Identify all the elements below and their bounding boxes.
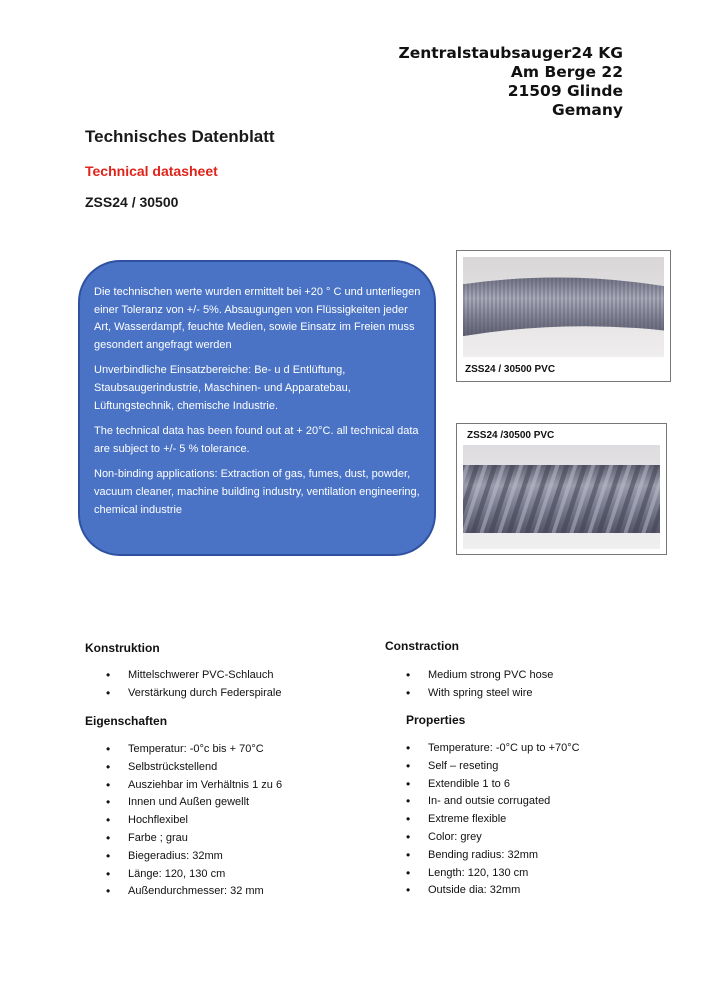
list-item: • Außendurchmesser: 32 mm	[103, 883, 282, 901]
photo-caption-2: ZSS24 /30500 PVC	[467, 430, 555, 441]
hose-photo-2	[456, 423, 667, 555]
list-item: • Extreme flexible	[403, 811, 580, 829]
model-number: ZSS24 / 30500	[85, 194, 179, 210]
list-item: • Extendible 1 to 6	[403, 776, 580, 794]
list-item: • Outside dia: 32mm	[403, 882, 580, 900]
list-item: • Ausziehbar im Verhältnis 1 zu 6	[103, 777, 282, 795]
list-item: • Verstärkung durch Federspirale	[103, 685, 281, 703]
construction-list-de	[103, 667, 281, 703]
construction-heading-de: Konstruktion	[85, 641, 160, 655]
list-item: • Medium strong PVC hose	[403, 667, 553, 685]
hose-image-1	[463, 257, 664, 357]
page-subtitle: Technical datasheet	[85, 163, 218, 179]
list-item: • Länge: 120, 130 cm	[103, 866, 282, 884]
list-item: • Length: 120, 130 cm	[403, 865, 580, 883]
list-item: • Selbstrückstellend	[103, 759, 282, 777]
list-item: • Hochflexibel	[103, 812, 282, 830]
construction-heading-en: Constraction	[385, 639, 460, 653]
company-country: Gemany	[552, 101, 623, 119]
list-item: • Farbe ; grau	[103, 830, 282, 848]
list-item: • Innen und Außen gewellt	[103, 794, 282, 812]
hose-illustration-2	[463, 445, 660, 549]
construction-list-en	[403, 667, 553, 703]
list-item: • Mittelschwerer PVC-Schlauch	[103, 667, 281, 685]
list-item: • Temperatur: -0°c bis + 70°C	[103, 741, 282, 759]
list-item: • With spring steel wire	[403, 685, 553, 703]
properties-list-en	[403, 740, 580, 900]
info-paragraph-tolerance-en: The technical data has been found out at + 20°C. all technical data are subject to +/- 5 % tolerance.	[94, 425, 419, 455]
page-title: Technisches Datenblatt	[85, 127, 275, 146]
company-address	[398, 44, 623, 120]
properties-list-de	[103, 741, 282, 901]
company-name: Zentralstaubsauger24 KG	[398, 44, 623, 62]
list-item: • In- and outsie corrugated	[403, 793, 580, 811]
info-paragraph-applications-de: Unverbindliche Einsatzbereiche: Be- u d Entlüftung, Staubsaugerindustrie, Maschinen- und Apparatebau, Lüftungstechnik, chemische Industrie.	[94, 364, 351, 412]
list-item: • Biegeradius: 32mm	[103, 848, 282, 866]
list-item: • Bending radius: 32mm	[403, 847, 580, 865]
list-item: • Temperature: -0°C up to +70°C	[403, 740, 580, 758]
list-item: • Color: grey	[403, 829, 580, 847]
hose-illustration-1	[463, 257, 664, 357]
properties-heading-de: Eigenschaften	[85, 714, 168, 728]
info-box	[78, 260, 436, 556]
photo-caption-1: ZSS24 / 30500 PVC	[465, 364, 556, 375]
info-paragraph-applications-en: Non-binding applications: Extraction of gas, fumes, dust, powder, vacuum cleaner, machine building industry, ventilation engineering, chemical industrie	[94, 468, 420, 516]
company-city: 21509 Glinde	[507, 82, 623, 100]
info-paragraph-tolerance-de: Die technischen werte wurden ermittelt bei +20 ° C und unterliegen einer Toleranz von +/- 5%. Absaugungen von Flüssigkeiten jeder Art, Wasserdampf, feuchte Medien, sowie Einsatz im Freien muss gesondert angefragt werden	[94, 286, 421, 351]
hose-photo-1	[456, 250, 671, 382]
properties-heading-en: Properties	[406, 713, 466, 727]
company-street: Am Berge 22	[510, 63, 623, 81]
hose-image-2	[463, 445, 660, 549]
list-item: • Self – reseting	[403, 758, 580, 776]
